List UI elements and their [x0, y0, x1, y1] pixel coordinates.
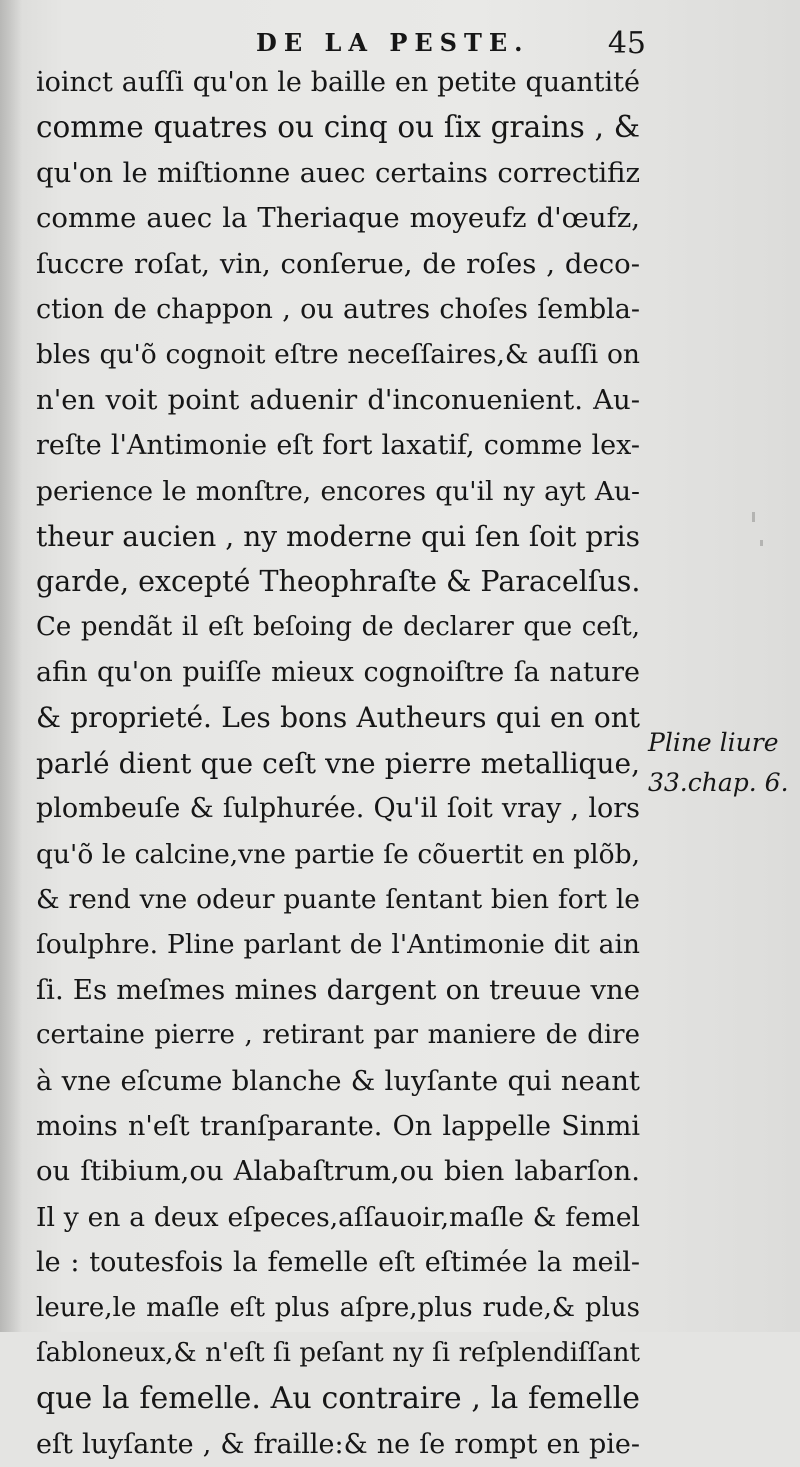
text-line: ſabloneux,& n'eſt ſi peſant ny ſi reſplendiſſant	[36, 1337, 640, 1368]
text-line: bles qu'õ cognoit eſtre neceſſaires,& auſſi on	[36, 339, 640, 371]
text-line: leure,le maſle eſt plus aſpre,plus rude,& plus	[36, 1292, 640, 1323]
gutter-shadow	[0, 0, 22, 1332]
running-title: DE LA PESTE.	[256, 28, 530, 57]
margin-speck	[760, 540, 763, 546]
text-line: ou ſtibium,ou Alabaſtrum,ou bien labarſon.	[36, 1155, 640, 1188]
page-header	[36, 14, 646, 61]
text-line: qu'on le miſtionne auec certains correctifiz	[36, 156, 640, 189]
text-line: Il y en a deux eſpeces,aſſauoir,maſle & femel	[36, 1201, 640, 1233]
text-line: parlé dient que ceſt vne pierre metallique,	[36, 746, 640, 780]
text-line: qu'õ le calcine,vne partie ſe cõuertit en plõb,	[36, 838, 640, 870]
text-line: plombeuſe & ſulphurée. Qu'il ſoit vray , lors	[36, 793, 640, 825]
text-line: comme auec la Theriaque moyeufz d'œufz,	[36, 202, 640, 235]
text-line: ſuccre roſat, vin, conſerue, de roſes , deco-	[36, 247, 640, 280]
text-line: garde, excepté Theophraſte & Paracelſus.	[36, 565, 641, 599]
text-line: à vne eſcume blanche & luyſante qui neant	[36, 1064, 640, 1097]
text-line: le : toutesfois la femelle eſt eſtimée la meil-	[36, 1247, 640, 1279]
text-line: que la femelle. Au contraire , la femelle	[36, 1381, 640, 1417]
text-line: n'en voit point aduenir d'inconuenient. Au-	[36, 383, 640, 416]
marginal-note-line-2: 33.chap. 6.	[648, 768, 789, 797]
text-line: eſt luyſante , & fraille:& ne ſe rompt en pie-	[36, 1428, 640, 1460]
text-line: reſte l'Antimonie eſt fort laxatif, comme lex-	[36, 430, 640, 462]
page-number: 45	[607, 26, 646, 61]
text-line: theur aucien , ny moderne qui ſen ſoit pris	[36, 519, 640, 553]
text-line: & rend vne odeur puante ſentant bien fort le	[36, 884, 640, 916]
body-text	[36, 60, 640, 1467]
text-line: comme quatres ou cinq ou ſix grains , &	[36, 110, 640, 145]
text-line: moins n'eſt tranſparante. On lappelle Sinmi	[36, 1110, 640, 1142]
text-line: afin qu'on puiſſe mieux cognoiſtre ſa nature	[36, 657, 640, 689]
text-line: & proprieté. Les bons Autheurs qui en ont	[36, 701, 640, 735]
text-line: Ce pendãt il eſt beſoing de declarer que ceſt,	[36, 611, 640, 642]
marginal-note-line-1: Pline liure	[648, 728, 779, 757]
text-line: ioinct auſſi qu'on le baille en petite quantité	[36, 67, 640, 98]
text-line: ſoulphre. Pline parlant de l'Antimonie dit ain	[36, 929, 640, 961]
text-line: perience le monſtre, encores qu'il ny ayt Au-	[36, 475, 640, 507]
margin-speck	[752, 512, 755, 522]
text-line: certaine pierre , retirant par maniere de dire	[36, 1020, 640, 1051]
text-line: ſi. Es meſmes mines dargent on treuue vne	[36, 973, 640, 1006]
text-line: ction de chappon , ou autres choſes ſembla-	[36, 293, 640, 325]
